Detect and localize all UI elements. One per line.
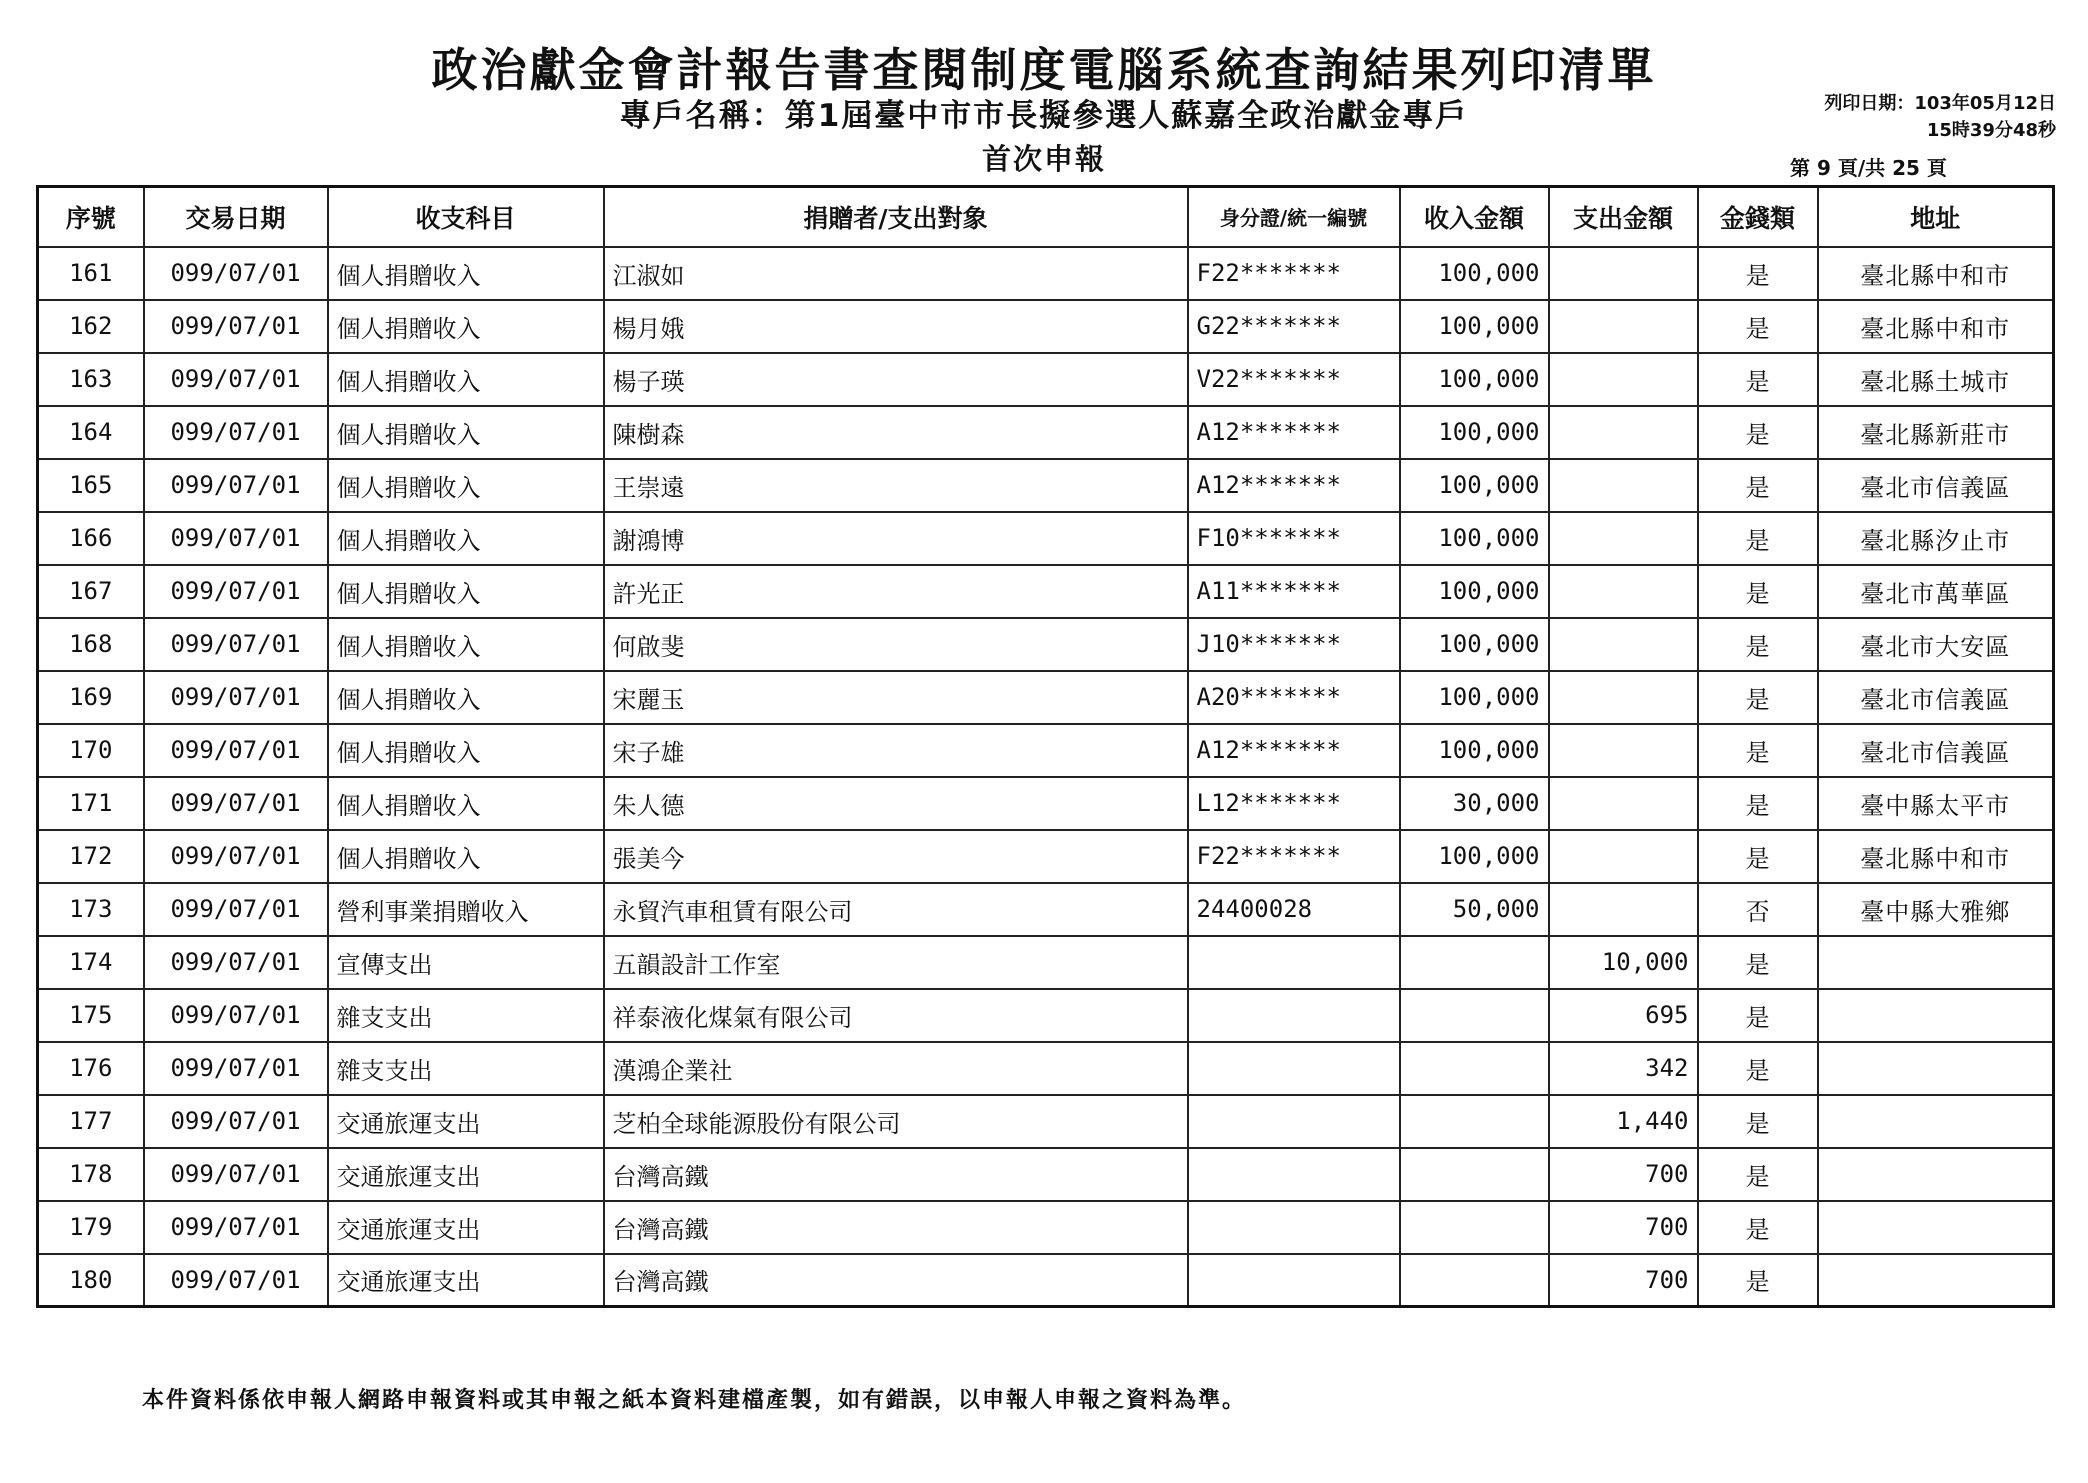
cell-cash: 是 <box>1698 618 1818 671</box>
cell-address: 臺北市信義區 <box>1818 459 2054 512</box>
col-item: 收支科目 <box>328 187 604 247</box>
cell-income: 100,000 <box>1400 459 1549 512</box>
cell-cash: 是 <box>1698 1254 1818 1307</box>
cell-date: 099/07/01 <box>144 618 328 671</box>
cell-party: 陳樹森 <box>604 406 1188 459</box>
cell-cash: 是 <box>1698 1095 1818 1148</box>
cell-address: 臺北縣土城市 <box>1818 353 2054 406</box>
table-row <box>38 1201 2054 1254</box>
print-date: 103年05月12日 <box>1914 93 2056 114</box>
cell-item: 個人捐贈收入 <box>328 247 604 300</box>
cell-expense: 700 <box>1549 1148 1698 1201</box>
report-type: 首次申報 <box>981 142 1106 176</box>
table-row <box>38 830 2054 883</box>
cell-item: 個人捐贈收入 <box>328 724 604 777</box>
col-expense: 支出金額 <box>1549 187 1698 247</box>
cell-item: 個人捐贈收入 <box>328 353 604 406</box>
cell-item: 個人捐贈收入 <box>328 300 604 353</box>
cell-party: 宋子雄 <box>604 724 1188 777</box>
table-row <box>38 936 2054 989</box>
cell-expense <box>1549 671 1698 724</box>
cell-expense: 10,000 <box>1549 936 1698 989</box>
cell-id <box>1188 1095 1400 1148</box>
table-row <box>38 883 2054 936</box>
col-address: 地址 <box>1818 187 2054 247</box>
cell-expense <box>1549 459 1698 512</box>
table-row <box>38 353 2054 406</box>
table-row <box>38 777 2054 830</box>
cell-party: 永貿汽車租賃有限公司 <box>604 883 1188 936</box>
cell-item: 個人捐贈收入 <box>328 406 604 459</box>
table-row <box>38 1148 2054 1201</box>
cell-cash: 是 <box>1698 1042 1818 1095</box>
cell-item: 雜支支出 <box>328 1042 604 1095</box>
cell-seq: 178 <box>38 1148 144 1201</box>
cell-income: 100,000 <box>1400 565 1549 618</box>
cell-address <box>1818 1254 2054 1307</box>
cell-date: 099/07/01 <box>144 1095 328 1148</box>
table-row <box>38 247 2054 300</box>
cell-date: 099/07/01 <box>144 565 328 618</box>
col-seq: 序號 <box>38 187 144 247</box>
cell-income: 30,000 <box>1400 777 1549 830</box>
cell-expense <box>1549 565 1698 618</box>
cell-address: 臺北市信義區 <box>1818 671 2054 724</box>
cell-date: 099/07/01 <box>144 989 328 1042</box>
cell-expense <box>1549 830 1698 883</box>
cell-item: 個人捐贈收入 <box>328 671 604 724</box>
cell-seq: 175 <box>38 989 144 1042</box>
cell-item: 交通旅運支出 <box>328 1254 604 1307</box>
cell-income <box>1400 1042 1549 1095</box>
cell-cash: 是 <box>1698 565 1818 618</box>
print-time: 15時39分48秒 <box>1926 120 2056 141</box>
cell-cash: 是 <box>1698 777 1818 830</box>
cell-expense: 700 <box>1549 1254 1698 1307</box>
cell-id: A11******* <box>1188 565 1400 618</box>
cell-seq: 174 <box>38 936 144 989</box>
cell-address: 臺北市大安區 <box>1818 618 2054 671</box>
cell-address: 臺北市萬華區 <box>1818 565 2054 618</box>
cell-income: 100,000 <box>1400 618 1549 671</box>
cell-address: 臺北縣新莊市 <box>1818 406 2054 459</box>
cell-expense <box>1549 618 1698 671</box>
cell-seq: 162 <box>38 300 144 353</box>
cell-party: 謝鴻博 <box>604 512 1188 565</box>
cell-id <box>1188 1042 1400 1095</box>
table-row <box>38 671 2054 724</box>
ledger-body <box>38 247 2054 1307</box>
cell-address <box>1818 989 2054 1042</box>
cell-cash: 是 <box>1698 512 1818 565</box>
cell-address <box>1818 1201 2054 1254</box>
cell-income <box>1400 1201 1549 1254</box>
cell-seq: 171 <box>38 777 144 830</box>
cell-date: 099/07/01 <box>144 883 328 936</box>
cell-cash: 是 <box>1698 247 1818 300</box>
cell-address: 臺北縣中和市 <box>1818 247 2054 300</box>
cell-item: 交通旅運支出 <box>328 1148 604 1201</box>
cell-seq: 170 <box>38 724 144 777</box>
cell-party: 江淑如 <box>604 247 1188 300</box>
print-date-line <box>1824 90 2056 117</box>
cell-id: F22******* <box>1188 830 1400 883</box>
cell-seq: 177 <box>38 1095 144 1148</box>
print-info <box>1824 90 2056 144</box>
cell-party: 楊子瑛 <box>604 353 1188 406</box>
cell-income: 100,000 <box>1400 830 1549 883</box>
cell-id <box>1188 936 1400 989</box>
table-row <box>38 1042 2054 1095</box>
cell-seq: 169 <box>38 671 144 724</box>
header-row <box>38 187 2054 247</box>
cell-id: A12******* <box>1188 724 1400 777</box>
cell-id: A12******* <box>1188 459 1400 512</box>
cell-expense <box>1549 777 1698 830</box>
cell-expense <box>1549 353 1698 406</box>
col-income: 收入金額 <box>1400 187 1549 247</box>
cell-id: V22******* <box>1188 353 1400 406</box>
cell-income: 100,000 <box>1400 353 1549 406</box>
cell-income: 100,000 <box>1400 406 1549 459</box>
cell-cash: 是 <box>1698 830 1818 883</box>
cell-address <box>1818 1042 2054 1095</box>
cell-cash: 是 <box>1698 1201 1818 1254</box>
cell-seq: 165 <box>38 459 144 512</box>
print-date-label: 列印日期： <box>1824 93 1915 114</box>
cell-income: 100,000 <box>1400 247 1549 300</box>
cell-income: 100,000 <box>1400 300 1549 353</box>
cell-income: 100,000 <box>1400 724 1549 777</box>
cell-item: 交通旅運支出 <box>328 1095 604 1148</box>
cell-date: 099/07/01 <box>144 1042 328 1095</box>
cell-date: 099/07/01 <box>144 830 328 883</box>
table-row <box>38 565 2054 618</box>
table-row <box>38 1095 2054 1148</box>
cell-item: 個人捐贈收入 <box>328 459 604 512</box>
cell-expense: 695 <box>1549 989 1698 1042</box>
col-date: 交易日期 <box>144 187 328 247</box>
cell-party: 楊月娥 <box>604 300 1188 353</box>
footer-note: 本件資料係依申報人網路申報資料或其申報之紙本資料建檔產製，如有錯誤，以申報人申報之資料為準。 <box>142 1388 1247 1413</box>
cell-id <box>1188 989 1400 1042</box>
cell-date: 099/07/01 <box>144 512 328 565</box>
cell-date: 099/07/01 <box>144 1201 328 1254</box>
cell-item: 個人捐贈收入 <box>328 777 604 830</box>
cell-party: 祥泰液化煤氣有限公司 <box>604 989 1188 1042</box>
cell-party: 朱人德 <box>604 777 1188 830</box>
cell-party: 何啟斐 <box>604 618 1188 671</box>
table-row <box>38 724 2054 777</box>
table-row <box>38 989 2054 1042</box>
cell-cash: 是 <box>1698 300 1818 353</box>
cell-seq: 180 <box>38 1254 144 1307</box>
cell-expense <box>1549 406 1698 459</box>
cell-income <box>1400 936 1549 989</box>
cell-seq: 166 <box>38 512 144 565</box>
cell-item: 雜支支出 <box>328 989 604 1042</box>
table-row <box>38 512 2054 565</box>
cell-expense <box>1549 300 1698 353</box>
cell-date: 099/07/01 <box>144 724 328 777</box>
cell-income: 100,000 <box>1400 671 1549 724</box>
cell-seq: 168 <box>38 618 144 671</box>
cell-cash: 是 <box>1698 353 1818 406</box>
page-info: 第 9 頁/共 25 頁 <box>1790 156 1947 180</box>
cell-id <box>1188 1148 1400 1201</box>
cell-date: 099/07/01 <box>144 671 328 724</box>
cell-expense: 700 <box>1549 1201 1698 1254</box>
ledger-table <box>36 185 2055 1308</box>
col-party: 捐贈者/支出對象 <box>604 187 1188 247</box>
cell-party: 五韻設計工作室 <box>604 936 1188 989</box>
cell-address: 臺中縣大雅鄉 <box>1818 883 2054 936</box>
cell-cash: 是 <box>1698 1148 1818 1201</box>
cell-id: A12******* <box>1188 406 1400 459</box>
cell-address: 臺中縣太平市 <box>1818 777 2054 830</box>
cell-expense <box>1549 512 1698 565</box>
cell-cash: 是 <box>1698 459 1818 512</box>
cell-address: 臺北縣中和市 <box>1818 300 2054 353</box>
cell-address <box>1818 1095 2054 1148</box>
cell-date: 099/07/01 <box>144 353 328 406</box>
cell-address <box>1818 936 2054 989</box>
cell-item: 宣傳支出 <box>328 936 604 989</box>
cell-item: 交通旅運支出 <box>328 1201 604 1254</box>
cell-seq: 167 <box>38 565 144 618</box>
cell-item: 個人捐贈收入 <box>328 512 604 565</box>
table-row <box>38 618 2054 671</box>
cell-date: 099/07/01 <box>144 777 328 830</box>
cell-seq: 173 <box>38 883 144 936</box>
cell-address: 臺北市信義區 <box>1818 724 2054 777</box>
cell-party: 漢鴻企業社 <box>604 1042 1188 1095</box>
cell-date: 099/07/01 <box>144 300 328 353</box>
cell-address: 臺北縣汐止市 <box>1818 512 2054 565</box>
cell-id <box>1188 1254 1400 1307</box>
cell-income <box>1400 1148 1549 1201</box>
cell-cash: 是 <box>1698 936 1818 989</box>
cell-id: A20******* <box>1188 671 1400 724</box>
cell-id: F10******* <box>1188 512 1400 565</box>
page-title: 政治獻金會計報告書查閱制度電腦系統查詢結果列印清單 <box>431 43 1657 97</box>
account-name: 第1屆臺中市市長擬參選人蘇嘉全政治獻金專戶 <box>784 98 1469 134</box>
cell-item: 營利事業捐贈收入 <box>328 883 604 936</box>
cell-id: G22******* <box>1188 300 1400 353</box>
cell-seq: 164 <box>38 406 144 459</box>
cell-party: 王崇遠 <box>604 459 1188 512</box>
cell-id: J10******* <box>1188 618 1400 671</box>
table-row <box>38 1254 2054 1307</box>
cell-party: 芝柏全球能源股份有限公司 <box>604 1095 1188 1148</box>
cell-item: 個人捐贈收入 <box>328 830 604 883</box>
cell-id <box>1188 1201 1400 1254</box>
cell-income <box>1400 989 1549 1042</box>
cell-date: 099/07/01 <box>144 406 328 459</box>
cell-date: 099/07/01 <box>144 936 328 989</box>
cell-address <box>1818 1148 2054 1201</box>
cell-expense: 342 <box>1549 1042 1698 1095</box>
cell-seq: 161 <box>38 247 144 300</box>
cell-item: 個人捐贈收入 <box>328 565 604 618</box>
cell-cash: 是 <box>1698 671 1818 724</box>
cell-seq: 163 <box>38 353 144 406</box>
cell-income: 100,000 <box>1400 512 1549 565</box>
cell-cash: 是 <box>1698 989 1818 1042</box>
col-cash: 金錢類 <box>1698 187 1818 247</box>
table-row <box>38 300 2054 353</box>
cell-cash: 是 <box>1698 406 1818 459</box>
cell-id: F22******* <box>1188 247 1400 300</box>
cell-seq: 179 <box>38 1201 144 1254</box>
cell-party: 台灣高鐵 <box>604 1254 1188 1307</box>
cell-party: 宋麗玉 <box>604 671 1188 724</box>
table-row <box>38 406 2054 459</box>
cell-cash: 否 <box>1698 883 1818 936</box>
cell-income <box>1400 1254 1549 1307</box>
cell-date: 099/07/01 <box>144 459 328 512</box>
cell-income <box>1400 1095 1549 1148</box>
cell-seq: 176 <box>38 1042 144 1095</box>
cell-party: 許光正 <box>604 565 1188 618</box>
cell-party: 台灣高鐵 <box>604 1201 1188 1254</box>
table-row <box>38 459 2054 512</box>
cell-date: 099/07/01 <box>144 247 328 300</box>
cell-party: 台灣高鐵 <box>604 1148 1188 1201</box>
cell-cash: 是 <box>1698 724 1818 777</box>
cell-expense <box>1549 247 1698 300</box>
cell-income: 50,000 <box>1400 883 1549 936</box>
account-line <box>0 96 2088 136</box>
col-id: 身分證/統一編號 <box>1188 187 1400 247</box>
cell-id: 24400028 <box>1188 883 1400 936</box>
cell-seq: 172 <box>38 830 144 883</box>
cell-expense <box>1549 883 1698 936</box>
cell-date: 099/07/01 <box>144 1254 328 1307</box>
cell-date: 099/07/01 <box>144 1148 328 1201</box>
cell-id: L12******* <box>1188 777 1400 830</box>
cell-expense: 1,440 <box>1549 1095 1698 1148</box>
cell-party: 張美今 <box>604 830 1188 883</box>
account-label: 專戶名稱： <box>619 98 785 134</box>
cell-address: 臺北縣中和市 <box>1818 830 2054 883</box>
cell-item: 個人捐贈收入 <box>328 618 604 671</box>
cell-expense <box>1549 724 1698 777</box>
